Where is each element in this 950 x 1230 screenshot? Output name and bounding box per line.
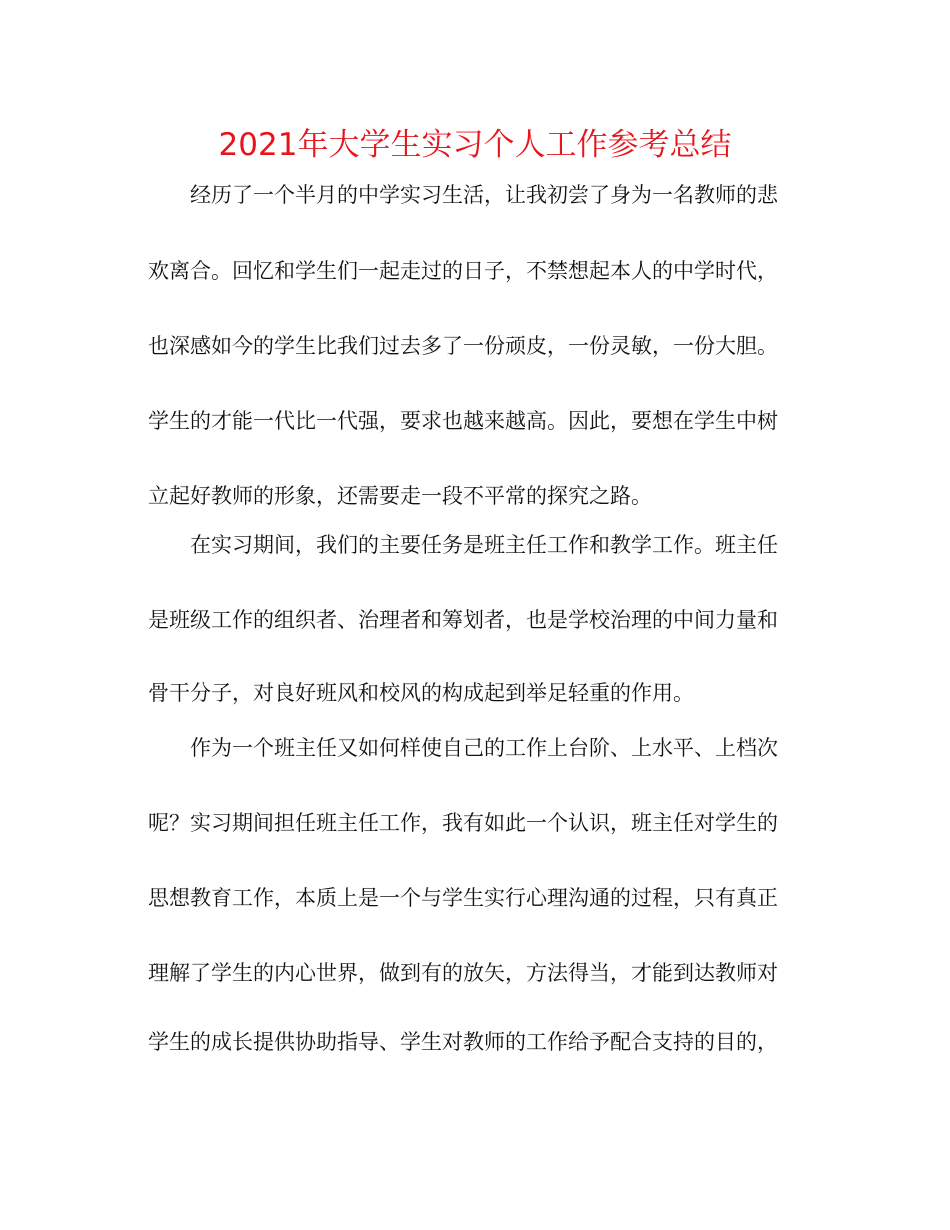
- paragraph-2-line-2: 是班级工作的组织者、治理者和筹划者，也是学校治理的中间力量和: [148, 608, 778, 632]
- paragraph-1-line-5: 立起好教师的形象，还需要走一段不平常的探究之路。: [148, 484, 652, 508]
- paragraph-3-line-3: 思想教育工作，本质上是一个与学生实行心理沟通的过程，只有真正: [148, 886, 778, 910]
- paragraph-1-line-3: 也深感如今的学生比我们过去多了一份顽皮，一份灵敏，一份大胆。: [148, 334, 778, 358]
- paragraph-2-line-3: 骨干分子，对良好班风和校风的构成起到举足轻重的作用。: [148, 681, 694, 705]
- paragraph-2-line-1: 在实习期间，我们的主要任务是班主任工作和教学工作。班主任: [190, 533, 778, 557]
- paragraph-3-line-1: 作为一个班主任又如何样使自己的工作上台阶、上水平、上档次: [190, 736, 778, 760]
- paragraph-1-line-4: 学生的才能一代比一代强，要求也越来越高。因此，要想在学生中树: [148, 409, 778, 433]
- document-title: 2021年大学生实习个人工作参考总结: [218, 127, 732, 163]
- paragraph-3-line-5: 学生的成长提供协助指导、学生对教师的工作给予配合支持的目的，: [148, 1030, 778, 1054]
- paragraph-3-line-2: 呢？实习期间担任班主任工作，我有如此一个认识，班主任对学生的: [148, 811, 778, 835]
- paragraph-1-line-1: 经历了一个半月的中学实习生活，让我初尝了身为一名教师的悲: [190, 183, 778, 207]
- paragraph-1-line-2: 欢离合。回忆和学生们一起走过的日子，不禁想起本人的中学时代，: [148, 259, 778, 283]
- paragraph-3-line-4: 理解了学生的内心世界，做到有的放矢，方法得当，才能到达教师对: [148, 961, 778, 985]
